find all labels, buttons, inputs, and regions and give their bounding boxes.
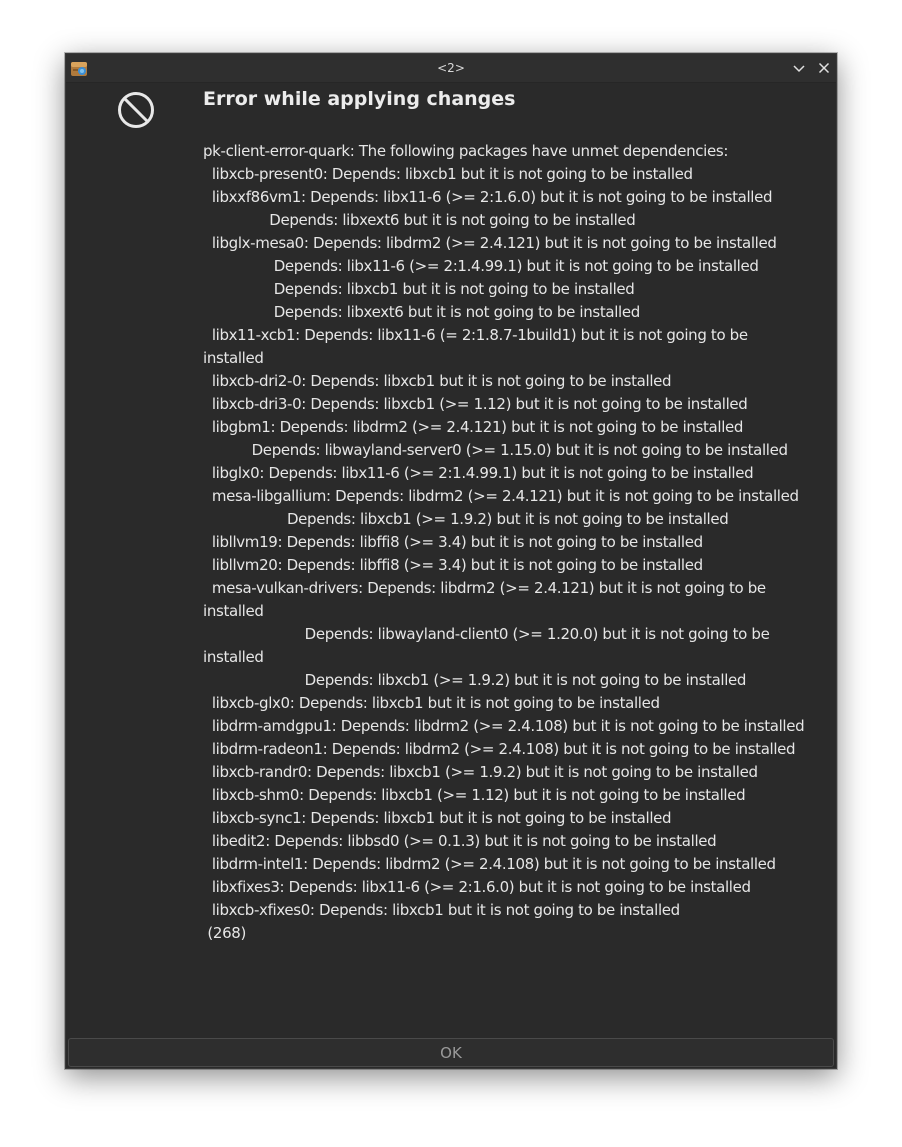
error-dialog-window	[65, 53, 837, 1069]
window-title: <2>	[437, 61, 465, 75]
dialog-heading: Error while applying changes	[203, 88, 516, 110]
close-icon[interactable]	[815, 59, 833, 77]
error-message: pk-client-error-quark: The following packages have unmet dependencies: libxcb-present0: Depends: libxcb1 but it is not going to be installed libxxf86vm1: Depends: libx11-6 (>= 2:1.6.0) but it is not going to be installed Depends: libxext6 but it is not going to be installed libglx-mesa0: Depends: libdrm2 (>= 2.4.121) but it is not going to be installed Depends: libx11-6 (>= 2:1.4.99.1) but it is not going to be installed Depends: libxcb1 but it is not going to be installed Depends: libxext6 but it is not going to be installed libx11-xcb1: Depends: libx11-6 (= 2:1.8.7-1build1) but it is not going to be installed libxcb-dri2-0: Depends: libxcb1 but it is not going to be installed libxcb-dri3-0: Depends: libxcb1 (>= 1.12) but it is not going to be installed libgbm1: Depends: libdrm2 (>= 2.4.121) but it is not going to be installed Depends: libwayland-server0 (>= 1.15.0) but it is not going to be installed libglx0: Depends: libx11-6 (>= 2:1.4.99.1) but it is not going to be installed mesa-libgallium: Depends: libdrm2 (>= 2.4.121) but it is not going to be installed Depends: libxcb1 (>= 1.9.2) but it is not going to be installed libllvm19: Depends: libffi8 (>= 3.4) but it is not going to be installed libllvm20: Depends: libffi8 (>= 3.4) but it is not going to be installed mesa-vulkan-drivers: Depends: libdrm2 (>= 2.4.121) but it is not going to be installed Depends: libwayland-client0 (>= 1.20.0) but it is not going to be installed Depends: libxcb1 (>= 1.9.2) but it is not going to be installed libxcb-glx0: Depends: libxcb1 but it is not going to be installed libdrm-amdgpu1: Depends: libdrm2 (>= 2.4.108) but it is not going to be installed libdrm-radeon1: Depends: libdrm2 (>= 2.4.108) but it is not going to be installed libxcb-randr0: Depends: libxcb1 (>= 1.9.2) but it is not going to be installed libxcb-shm0: Depends: libxcb1 (>= 1.12) but it is not going to be installed libxcb-sync1: Depends: libxcb1 but it is not going to be installed libedit2: Depends: libbsd0 (>= 0.1.3) but it is not going to be installed libdrm-intel1: Depends: libdrm2 (>= 2.4.108) but it is not going to be installed libxfixes3: Depends: libx11-6 (>= 2:1.6.0) but it is not going to be installed libxcb-xfixes0: Depends: libxcb1 but it is not going to be installed (268)	[203, 142, 805, 942]
chevron-down-icon[interactable]	[790, 59, 808, 77]
title-bar[interactable]	[66, 54, 836, 83]
ok-button[interactable]: OK	[68, 1038, 834, 1067]
no-entry-icon	[117, 91, 155, 129]
